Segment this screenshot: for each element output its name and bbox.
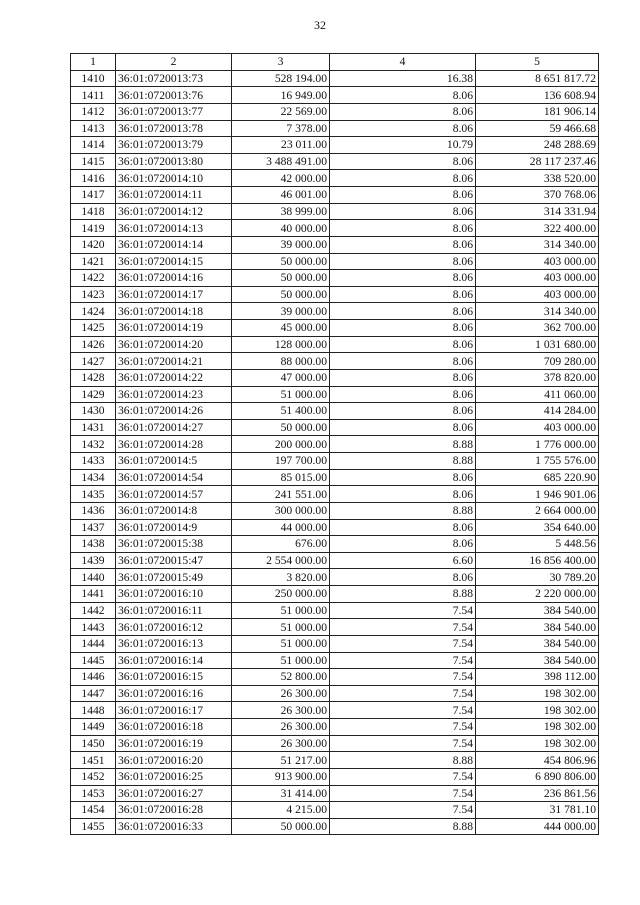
rate-value-cell: 8.06 — [330, 369, 476, 386]
row-number-cell: 1427 — [71, 353, 116, 370]
area-value-cell: 47 000.00 — [232, 369, 330, 386]
cadastral-number-cell: 36:01:0720014:17 — [116, 286, 232, 303]
row-number-cell: 1434 — [71, 469, 116, 486]
cadastral-number-cell: 36:01:0720016:10 — [116, 586, 232, 603]
rate-value-cell: 8.06 — [330, 270, 476, 287]
total-value-cell: 384 540.00 — [476, 635, 599, 652]
rate-value-cell: 6.60 — [330, 552, 476, 569]
cadastral-number-cell: 36:01:0720014:28 — [116, 436, 232, 453]
rate-value-cell: 7.54 — [330, 685, 476, 702]
area-value-cell: 26 300.00 — [232, 735, 330, 752]
table-row — [71, 320, 599, 337]
row-number-cell: 1423 — [71, 286, 116, 303]
total-value-cell: 198 302.00 — [476, 685, 599, 702]
area-value-cell: 676.00 — [232, 536, 330, 553]
area-value-cell: 23 011.00 — [232, 137, 330, 154]
row-number-cell: 1425 — [71, 320, 116, 337]
table-row — [71, 203, 599, 220]
cadastral-number-cell: 36:01:0720013:73 — [116, 70, 232, 87]
area-value-cell: 300 000.00 — [232, 502, 330, 519]
row-number-cell: 1437 — [71, 519, 116, 536]
table-row — [71, 137, 599, 154]
rate-value-cell: 8.06 — [330, 253, 476, 270]
rate-value-cell: 8.06 — [330, 320, 476, 337]
total-value-cell: 709 280.00 — [476, 353, 599, 370]
total-value-cell: 403 000.00 — [476, 286, 599, 303]
area-value-cell: 38 999.00 — [232, 203, 330, 220]
row-number-cell: 1430 — [71, 403, 116, 420]
total-value-cell: 1 776 000.00 — [476, 436, 599, 453]
area-value-cell: 50 000.00 — [232, 270, 330, 287]
area-value-cell: 51 000.00 — [232, 652, 330, 669]
total-value-cell: 403 000.00 — [476, 253, 599, 270]
row-number-cell: 1414 — [71, 137, 116, 154]
rate-value-cell: 7.54 — [330, 619, 476, 636]
page-number: 32 — [314, 18, 326, 32]
table-row — [71, 286, 599, 303]
data-table — [70, 53, 599, 835]
table-row — [71, 220, 599, 237]
cadastral-number-cell: 36:01:0720016:13 — [116, 635, 232, 652]
rate-value-cell: 7.54 — [330, 768, 476, 785]
table-row — [71, 187, 599, 204]
cadastral-number-cell: 36:01:0720015:38 — [116, 536, 232, 553]
row-number-cell: 1439 — [71, 552, 116, 569]
table-row — [71, 403, 599, 420]
row-number-cell: 1443 — [71, 619, 116, 636]
row-number-cell: 1436 — [71, 502, 116, 519]
rate-value-cell: 8.88 — [330, 502, 476, 519]
row-number-cell: 1450 — [71, 735, 116, 752]
rate-value-cell: 8.06 — [330, 153, 476, 170]
rate-value-cell: 8.06 — [330, 220, 476, 237]
row-number-cell: 1455 — [71, 818, 116, 835]
cadastral-number-cell: 36:01:0720013:78 — [116, 120, 232, 137]
table-row — [71, 236, 599, 253]
table-row — [71, 153, 599, 170]
total-value-cell: 136 608.94 — [476, 87, 599, 104]
cadastral-number-cell: 36:01:0720014:54 — [116, 469, 232, 486]
rate-value-cell: 7.54 — [330, 669, 476, 686]
total-value-cell: 2 220 000.00 — [476, 586, 599, 603]
total-value-cell: 444 000.00 — [476, 818, 599, 835]
rate-value-cell: 8.88 — [330, 752, 476, 769]
cadastral-number-cell: 36:01:0720016:14 — [116, 652, 232, 669]
area-value-cell: 241 551.00 — [232, 486, 330, 503]
cadastral-number-cell: 36:01:0720014:9 — [116, 519, 232, 536]
table-row — [71, 586, 599, 603]
area-value-cell: 528 194.00 — [232, 70, 330, 87]
area-value-cell: 4 215.00 — [232, 802, 330, 819]
row-number-cell: 1445 — [71, 652, 116, 669]
total-value-cell: 411 060.00 — [476, 386, 599, 403]
row-number-cell: 1453 — [71, 785, 116, 802]
total-value-cell: 314 340.00 — [476, 236, 599, 253]
area-value-cell: 3 820.00 — [232, 569, 330, 586]
rate-value-cell: 8.06 — [330, 187, 476, 204]
row-number-cell: 1452 — [71, 768, 116, 785]
area-value-cell: 52 800.00 — [232, 669, 330, 686]
table-row — [71, 635, 599, 652]
area-value-cell: 51 217.00 — [232, 752, 330, 769]
area-value-cell: 26 300.00 — [232, 685, 330, 702]
area-value-cell: 44 000.00 — [232, 519, 330, 536]
table-row — [71, 752, 599, 769]
area-value-cell: 31 414.00 — [232, 785, 330, 802]
table-row — [71, 120, 599, 137]
total-value-cell: 403 000.00 — [476, 270, 599, 287]
table-row — [71, 353, 599, 370]
cadastral-number-cell: 36:01:0720013:76 — [116, 87, 232, 104]
total-value-cell: 338 520.00 — [476, 170, 599, 187]
table-row — [71, 685, 599, 702]
rate-value-cell: 7.54 — [330, 735, 476, 752]
table-row — [71, 170, 599, 187]
cadastral-number-cell: 36:01:0720013:79 — [116, 137, 232, 154]
row-number-cell: 1410 — [71, 70, 116, 87]
cadastral-number-cell: 36:01:0720014:19 — [116, 320, 232, 337]
total-value-cell: 403 000.00 — [476, 419, 599, 436]
row-number-cell: 1449 — [71, 719, 116, 736]
cadastral-number-cell: 36:01:0720015:47 — [116, 552, 232, 569]
row-number-cell: 1426 — [71, 336, 116, 353]
area-value-cell: 39 000.00 — [232, 303, 330, 320]
rate-value-cell: 7.54 — [330, 719, 476, 736]
row-number-cell: 1428 — [71, 369, 116, 386]
table-row — [71, 702, 599, 719]
rate-value-cell: 7.54 — [330, 635, 476, 652]
row-number-cell: 1442 — [71, 602, 116, 619]
area-value-cell: 88 000.00 — [232, 353, 330, 370]
area-value-cell: 16 949.00 — [232, 87, 330, 104]
cadastral-number-cell: 36:01:0720014:20 — [116, 336, 232, 353]
total-value-cell: 378 820.00 — [476, 369, 599, 386]
row-number-cell: 1415 — [71, 153, 116, 170]
rate-value-cell: 7.54 — [330, 702, 476, 719]
total-value-cell: 370 768.06 — [476, 187, 599, 204]
table-row — [71, 735, 599, 752]
table-row — [71, 818, 599, 835]
rate-value-cell: 8.06 — [330, 536, 476, 553]
rate-value-cell: 8.06 — [330, 87, 476, 104]
table-row — [71, 569, 599, 586]
column-header: 1 — [71, 54, 116, 71]
area-value-cell: 45 000.00 — [232, 320, 330, 337]
row-number-cell: 1435 — [71, 486, 116, 503]
table-row — [71, 469, 599, 486]
cadastral-number-cell: 36:01:0720014:22 — [116, 369, 232, 386]
rate-value-cell: 8.88 — [330, 818, 476, 835]
table-row — [71, 303, 599, 320]
rate-value-cell: 8.88 — [330, 453, 476, 470]
area-value-cell: 50 000.00 — [232, 818, 330, 835]
rate-value-cell: 8.06 — [330, 170, 476, 187]
table-row — [71, 602, 599, 619]
cadastral-number-cell: 36:01:0720016:18 — [116, 719, 232, 736]
cadastral-number-cell: 36:01:0720016:12 — [116, 619, 232, 636]
total-value-cell: 1 946 901.06 — [476, 486, 599, 503]
rate-value-cell: 8.06 — [330, 486, 476, 503]
row-number-cell: 1417 — [71, 187, 116, 204]
table-row — [71, 519, 599, 536]
row-number-cell: 1454 — [71, 802, 116, 819]
table-row — [71, 386, 599, 403]
row-number-cell: 1451 — [71, 752, 116, 769]
total-value-cell: 198 302.00 — [476, 719, 599, 736]
area-value-cell: 2 554 000.00 — [232, 552, 330, 569]
area-value-cell: 26 300.00 — [232, 702, 330, 719]
rate-value-cell: 8.06 — [330, 236, 476, 253]
rate-value-cell: 8.06 — [330, 286, 476, 303]
area-value-cell: 3 488 491.00 — [232, 153, 330, 170]
total-value-cell: 2 664 000.00 — [476, 502, 599, 519]
table-row — [71, 369, 599, 386]
rate-value-cell: 8.06 — [330, 419, 476, 436]
table-row — [71, 87, 599, 104]
total-value-cell: 398 112.00 — [476, 669, 599, 686]
table-row — [71, 768, 599, 785]
total-value-cell: 198 302.00 — [476, 702, 599, 719]
total-value-cell: 384 540.00 — [476, 652, 599, 669]
row-number-cell: 1431 — [71, 419, 116, 436]
area-value-cell: 40 000.00 — [232, 220, 330, 237]
rate-value-cell: 7.54 — [330, 602, 476, 619]
column-header: 3 — [232, 54, 330, 71]
row-number-cell: 1433 — [71, 453, 116, 470]
cadastral-number-cell: 36:01:0720014:15 — [116, 253, 232, 270]
rate-value-cell: 10.79 — [330, 137, 476, 154]
cadastral-number-cell: 36:01:0720016:15 — [116, 669, 232, 686]
area-value-cell: 197 700.00 — [232, 453, 330, 470]
cadastral-number-cell: 36:01:0720014:12 — [116, 203, 232, 220]
cadastral-number-cell: 36:01:0720016:25 — [116, 768, 232, 785]
rate-value-cell: 8.88 — [330, 436, 476, 453]
total-value-cell: 1 755 576.00 — [476, 453, 599, 470]
cadastral-number-cell: 36:01:0720016:17 — [116, 702, 232, 719]
row-number-cell: 1416 — [71, 170, 116, 187]
table-row — [71, 486, 599, 503]
rate-value-cell: 8.06 — [330, 386, 476, 403]
row-number-cell: 1444 — [71, 635, 116, 652]
rate-value-cell: 7.54 — [330, 652, 476, 669]
rate-value-cell: 8.06 — [330, 469, 476, 486]
total-value-cell: 59 466.68 — [476, 120, 599, 137]
cadastral-number-cell: 36:01:0720016:20 — [116, 752, 232, 769]
cadastral-number-cell: 36:01:0720016:28 — [116, 802, 232, 819]
area-value-cell: 250 000.00 — [232, 586, 330, 603]
table-row — [71, 652, 599, 669]
row-number-cell: 1441 — [71, 586, 116, 603]
cadastral-number-cell: 36:01:0720016:19 — [116, 735, 232, 752]
area-value-cell: 50 000.00 — [232, 286, 330, 303]
cadastral-number-cell: 36:01:0720013:80 — [116, 153, 232, 170]
area-value-cell: 51 000.00 — [232, 619, 330, 636]
area-value-cell: 7 378.00 — [232, 120, 330, 137]
total-value-cell: 6 890 806.00 — [476, 768, 599, 785]
column-header: 4 — [330, 54, 476, 71]
rate-value-cell: 8.06 — [330, 353, 476, 370]
cadastral-number-cell: 36:01:0720014:27 — [116, 419, 232, 436]
cadastral-number-cell: 36:01:0720014:13 — [116, 220, 232, 237]
cadastral-number-cell: 36:01:0720016:16 — [116, 685, 232, 702]
cadastral-number-cell: 36:01:0720014:18 — [116, 303, 232, 320]
row-number-cell: 1422 — [71, 270, 116, 287]
table-row — [71, 719, 599, 736]
row-number-cell: 1419 — [71, 220, 116, 237]
rate-value-cell: 8.06 — [330, 336, 476, 353]
table-row — [71, 802, 599, 819]
cadastral-number-cell: 36:01:0720014:23 — [116, 386, 232, 403]
row-number-cell: 1411 — [71, 87, 116, 104]
rate-value-cell: 7.54 — [330, 785, 476, 802]
table-row — [71, 103, 599, 120]
table-row — [71, 419, 599, 436]
cadastral-number-cell: 36:01:0720016:11 — [116, 602, 232, 619]
total-value-cell: 198 302.00 — [476, 735, 599, 752]
cadastral-number-cell: 36:01:0720014:10 — [116, 170, 232, 187]
table-row — [71, 552, 599, 569]
area-value-cell: 42 000.00 — [232, 170, 330, 187]
table-row — [71, 436, 599, 453]
row-number-cell: 1420 — [71, 236, 116, 253]
cadastral-number-cell: 36:01:0720015:49 — [116, 569, 232, 586]
area-value-cell: 51 000.00 — [232, 635, 330, 652]
area-value-cell: 50 000.00 — [232, 419, 330, 436]
table-row — [71, 536, 599, 553]
area-value-cell: 913 900.00 — [232, 768, 330, 785]
total-value-cell: 5 448.56 — [476, 536, 599, 553]
row-number-cell: 1421 — [71, 253, 116, 270]
table-row — [71, 270, 599, 287]
rate-value-cell: 7.54 — [330, 802, 476, 819]
column-header: 5 — [476, 54, 599, 71]
table-row — [71, 619, 599, 636]
area-value-cell: 85 015.00 — [232, 469, 330, 486]
table-row — [71, 502, 599, 519]
row-number-cell: 1432 — [71, 436, 116, 453]
row-number-cell: 1424 — [71, 303, 116, 320]
total-value-cell: 454 806.96 — [476, 752, 599, 769]
cadastral-number-cell: 36:01:0720016:33 — [116, 818, 232, 835]
total-value-cell: 1 031 680.00 — [476, 336, 599, 353]
total-value-cell: 414 284.00 — [476, 403, 599, 420]
total-value-cell: 236 861.56 — [476, 785, 599, 802]
rate-value-cell: 8.06 — [330, 403, 476, 420]
area-value-cell: 22 569.00 — [232, 103, 330, 120]
row-number-cell: 1448 — [71, 702, 116, 719]
area-value-cell: 46 001.00 — [232, 187, 330, 204]
column-header: 2 — [116, 54, 232, 71]
table-row — [71, 253, 599, 270]
row-number-cell: 1412 — [71, 103, 116, 120]
row-number-cell: 1429 — [71, 386, 116, 403]
total-value-cell: 362 700.00 — [476, 320, 599, 337]
area-value-cell: 50 000.00 — [232, 253, 330, 270]
row-number-cell: 1447 — [71, 685, 116, 702]
total-value-cell: 31 781.10 — [476, 802, 599, 819]
cadastral-number-cell: 36:01:0720014:14 — [116, 236, 232, 253]
rate-value-cell: 8.06 — [330, 519, 476, 536]
row-number-cell: 1446 — [71, 669, 116, 686]
cadastral-number-cell: 36:01:0720014:26 — [116, 403, 232, 420]
total-value-cell: 384 540.00 — [476, 602, 599, 619]
rate-value-cell: 8.06 — [330, 120, 476, 137]
total-value-cell: 384 540.00 — [476, 619, 599, 636]
total-value-cell: 28 117 237.46 — [476, 153, 599, 170]
area-value-cell: 51 000.00 — [232, 602, 330, 619]
row-number-cell: 1413 — [71, 120, 116, 137]
cadastral-number-cell: 36:01:0720014:16 — [116, 270, 232, 287]
area-value-cell: 39 000.00 — [232, 236, 330, 253]
table-row — [71, 785, 599, 802]
total-value-cell: 181 906.14 — [476, 103, 599, 120]
area-value-cell: 26 300.00 — [232, 719, 330, 736]
rate-value-cell: 8.06 — [330, 203, 476, 220]
row-number-cell: 1440 — [71, 569, 116, 586]
total-value-cell: 354 640.00 — [476, 519, 599, 536]
rate-value-cell: 8.06 — [330, 569, 476, 586]
cadastral-number-cell: 36:01:0720014:11 — [116, 187, 232, 204]
table-row — [71, 70, 599, 87]
area-value-cell: 51 400.00 — [232, 403, 330, 420]
total-value-cell: 322 400.00 — [476, 220, 599, 237]
total-value-cell: 314 340.00 — [476, 303, 599, 320]
total-value-cell: 16 856 400.00 — [476, 552, 599, 569]
area-value-cell: 51 000.00 — [232, 386, 330, 403]
row-number-cell: 1438 — [71, 536, 116, 553]
total-value-cell: 685 220.90 — [476, 469, 599, 486]
rate-value-cell: 8.06 — [330, 303, 476, 320]
total-value-cell: 314 331.94 — [476, 203, 599, 220]
table-row — [71, 669, 599, 686]
total-value-cell: 8 651 817.72 — [476, 70, 599, 87]
table-row — [71, 336, 599, 353]
cadastral-number-cell: 36:01:0720016:27 — [116, 785, 232, 802]
rate-value-cell: 16.38 — [330, 70, 476, 87]
header-row — [71, 54, 599, 71]
cadastral-number-cell: 36:01:0720013:77 — [116, 103, 232, 120]
cadastral-number-cell: 36:01:0720014:8 — [116, 502, 232, 519]
total-value-cell: 30 789.20 — [476, 569, 599, 586]
cadastral-number-cell: 36:01:0720014:57 — [116, 486, 232, 503]
cadastral-number-cell: 36:01:0720014:5 — [116, 453, 232, 470]
area-value-cell: 128 000.00 — [232, 336, 330, 353]
row-number-cell: 1418 — [71, 203, 116, 220]
table-row — [71, 453, 599, 470]
rate-value-cell: 8.88 — [330, 586, 476, 603]
area-value-cell: 200 000.00 — [232, 436, 330, 453]
total-value-cell: 248 288.69 — [476, 137, 599, 154]
rate-value-cell: 8.06 — [330, 103, 476, 120]
cadastral-number-cell: 36:01:0720014:21 — [116, 353, 232, 370]
